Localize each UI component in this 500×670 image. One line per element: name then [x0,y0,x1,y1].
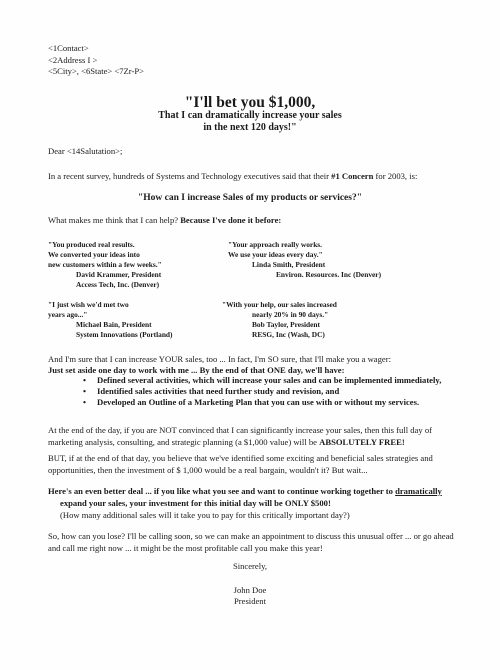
headline-sub [0,110,500,134]
headline-sub-line2: in the next 120 days!" [203,122,297,133]
help-bold: Because I've done it before: [180,215,282,225]
free-text: At the end of the day, if you are NOT convinced that I can significantly increase your sales, then this full day of marketing analysis, consulting, and strategic planning (a $1,000 value) will be [48,425,432,447]
closing-paragraph: So, how can you lose? I'll be calling soon, so we can make an appointment to discuss this unusual offer ... or go ahead and call me right now ... it might be the most profitable call you make this year! [48,531,454,553]
free-bold: ABSOLUTELY FREE! [319,437,405,447]
free-paragraph [48,424,462,448]
testimonial-quote-line: new customers within a few weeks." [48,260,162,269]
list-item: • Identified sales activities that need further study and revision, and [83,386,463,397]
testimonial-name: Michael Bain, President [76,320,152,329]
list-item: • Defined several activities, which will increase your sales and can be implemented immediately, [83,375,463,386]
offer-line2: expand your sales, your investment for this initial day will be ONLY $500! [60,498,331,508]
closing-word: Sincerely, [232,561,268,571]
testimonial-quote-line: We use your ideas every day." [228,250,323,259]
testimonial-quote-line: years ago..." [48,310,88,319]
testimonial-quote-line: We converted your ideas into [48,250,140,259]
survey-concern: #1 Concern [331,171,374,181]
offer-text: Here's an even better deal ... if you like what you see and want to continue working together to [48,486,396,496]
signer-name: John Doe [233,584,267,595]
signature-block [0,561,500,608]
offer-note: (How many additional sales will it take you to pay for this critically important day?) [60,510,350,520]
survey-paragraph [48,170,458,182]
address-block [48,43,144,78]
testimonial-company: RESG, Inc (Wash, DC) [252,330,325,339]
testimonial-quote-line: "Your approach really works. [228,240,323,249]
offer-line1 [48,485,468,497]
address-street: <2Address I > [48,54,98,65]
wager-line: And I'm sure that I can increase YOUR sales, too ... In fact, I'm SO sure, that I'll make you a wager: [48,354,391,364]
testimonial-name: Linda Smith, President [252,260,326,269]
testimonial [48,240,162,290]
testimonial-name: Bob Taylor, President [252,320,320,329]
survey-text-before: In a recent survey, hundreds of Systems and Technology executives said that their [48,171,332,181]
testimonial [48,300,173,340]
testimonial-company: System Innovations (Portland) [76,330,173,339]
outcome-list [83,375,463,409]
signer-title: President [234,596,266,606]
headline-main: "I'll bet you $1,000, [184,94,316,111]
wager-paragraph [48,354,460,376]
testimonial [228,240,381,280]
help-text: What makes me think that I can help? [48,215,181,225]
wager-line-bold: Just set aside one day to work with me ... By the end of that ONE day, we'll have: [48,365,345,375]
survey-text-after: for 2003, is: [373,171,418,181]
address-contact: <1Contact> [48,43,89,53]
testimonial-quote-line: nearly 20% in 90 days." [252,310,329,319]
testimonial [222,300,337,340]
address-city-state-zip: <5City>, <6State> <7Zr-P> [48,66,144,76]
offer-underlined: dramatically [395,486,442,496]
but-paragraph: BUT, if at the end of that day, you believe that we've identified some exciting and beneficial sales strategies and opportunities, then the investment of $ 1,000 would be a real bargain, wouldn't it? But wait... [48,453,433,475]
offer-paragraph [48,485,468,521]
salutation: Dear <14Salutation>; [48,146,123,156]
headline-sub-line1: That I can dramatically increase your sales [158,110,342,121]
testimonial-company: Access Tech, Inc. (Denver) [76,280,160,289]
key-question: "How can I increase Sales of my products or services?" [137,193,362,203]
list-item: • Developed an Outline of a Marketing Plan that you can use with or without my services. [83,397,463,408]
testimonial-quote-line: "With your help, our sales increased [222,300,337,309]
testimonial-name: David Krammer, President [76,270,162,279]
help-paragraph [48,215,281,226]
testimonial-company: Environ. Resources. Inc (Denver) [276,270,382,279]
testimonial-quote-line: "You produced real results. [48,240,135,249]
testimonial-quote-line: "I just wish we'd met two [48,300,129,309]
